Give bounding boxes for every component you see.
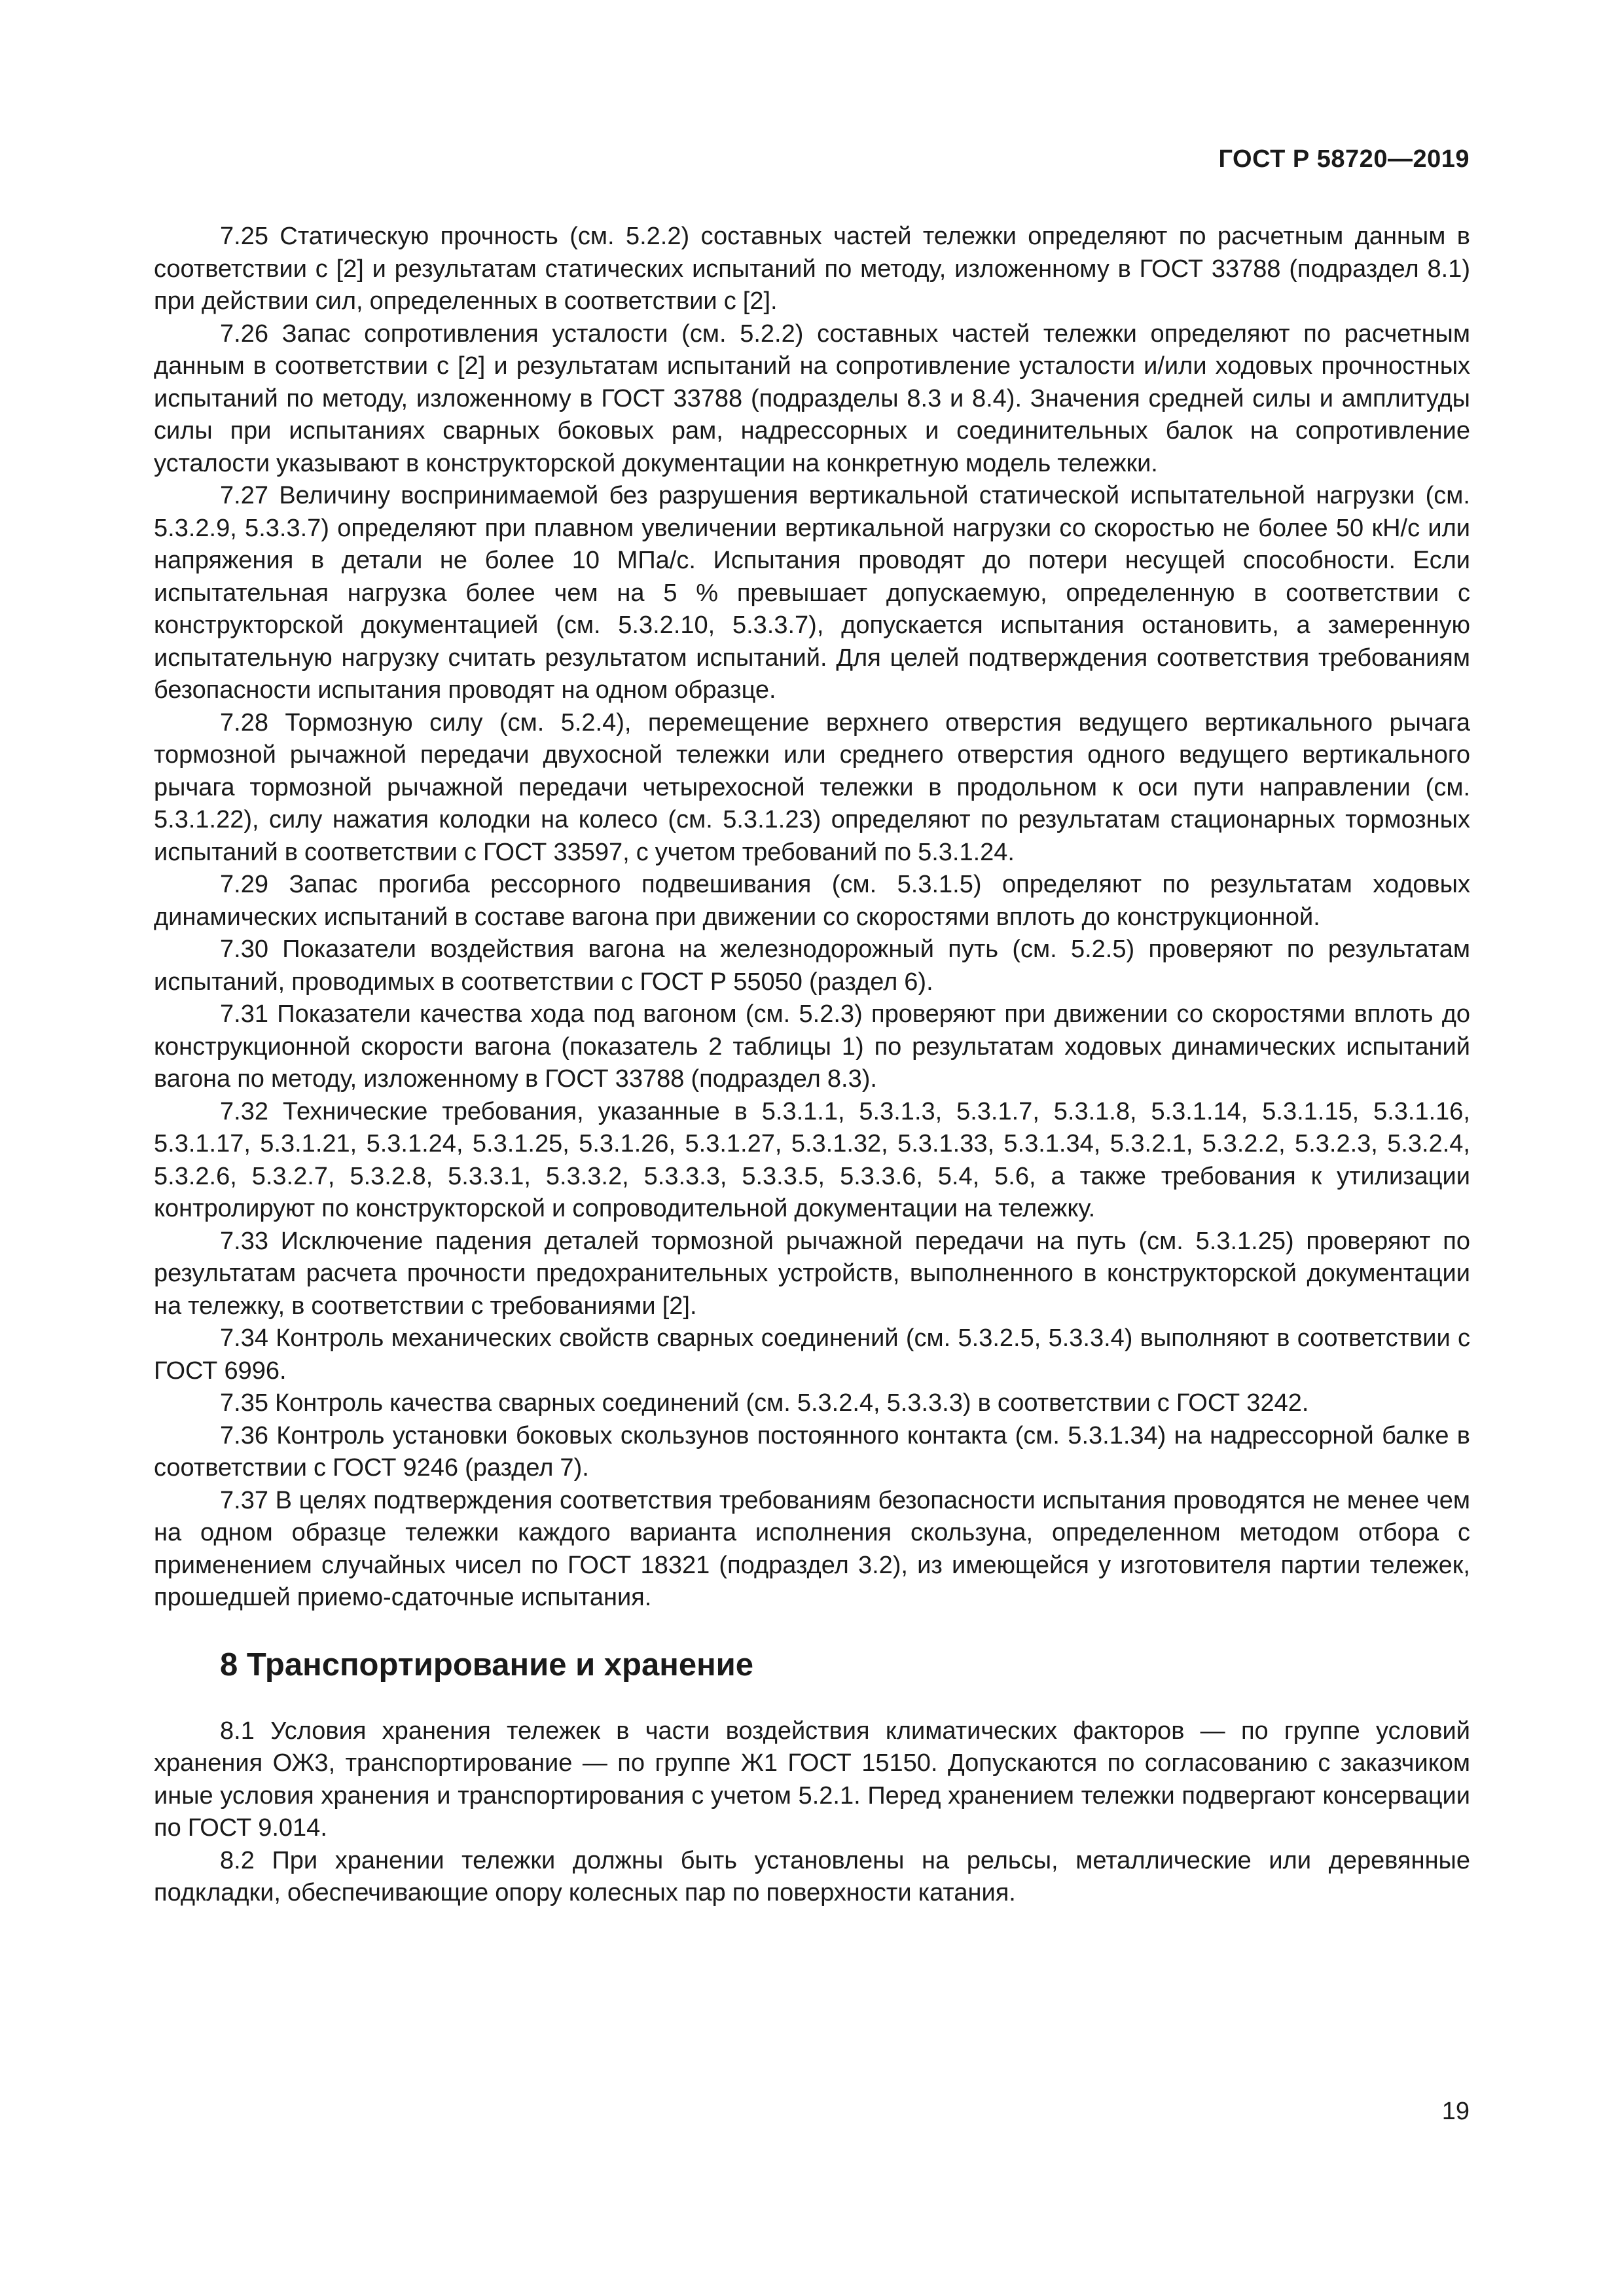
section-8-title: 8 Транспортирование и хранение xyxy=(220,1647,754,1683)
paragraph-8-1: 8.1 Условия хранения тележек в части воздействия климатических факторов — по группе условий хранения ОЖ3, транспортирование — по группе Ж1 ГОСТ 15150. Допускаются по согласованию с заказчиком иные условия хранения и транспортирования с учетом 5.2.1. Перед хранением тележки подвергают консервации по ГОСТ 9.014. xyxy=(154,1717,1470,1842)
paragraph-7-36: 7.36 Контроль установки боковых скользунов постоянного контакта (см. 5.3.1.34) на надрессорной балке в соответствии с ГОСТ 9246 (раздел 7). xyxy=(154,1421,1470,1482)
paragraph-7-34: 7.34 Контроль механических свойств сварных соединений (см. 5.3.2.5, 5.3.3.4) выполняют в соответствии с ГОСТ 6996. xyxy=(154,1324,1470,1385)
paragraph-7-33: 7.33 Исключение падения деталей тормозной рычажной передачи на путь (см. 5.3.1.25) проверяют по результатам расчета прочности предохранительных устройств, выполненного в конструкторской документации на тележку, в соответствии с требованиями [2]. xyxy=(154,1227,1470,1320)
paragraph-7-30: 7.30 Показатели воздействия вагона на железнодорожный путь (см. 5.2.5) проверяют по результатам испытаний, проводимых в соответствии с ГОСТ Р 55050 (раздел 6). xyxy=(154,936,1470,996)
document-body xyxy=(154,221,1470,1910)
standard-code-header: ГОСТ Р 58720—2019 xyxy=(1218,145,1470,173)
paragraph-7-28: 7.28 Тормозную силу (см. 5.2.4), перемещение верхнего отверстия ведущего вертикального рычага тормозной рычажной передачи двухосной тележки или среднего отверстия одного ведущего вертикального рычага тормозной рычажной передачи четырехосной тележки в продольном к оси пути направлении (см. 5.3.1.22), силу нажатия колодки на колесо (см. 5.3.1.23) определяют по результатам стационарных тормозных испытаний в соответствии с ГОСТ 33597, с учетом требований по 5.3.1.24. xyxy=(154,708,1470,866)
paragraph-7-37: 7.37 В целях подтверждения соответствия требованиям безопасности испытания проводятся не менее чем на одном образце тележки каждого варианта исполнения скользуна, определенном методом отбора с применением случайных чисел по ГОСТ 18321 (подраздел 3.2), из имеющейся у изготовителя партии тележек, прошедшей приемо-сдаточные испытания. xyxy=(154,1486,1470,1611)
paragraph-7-25: 7.25 Статическую прочность (см. 5.2.2) составных частей тележки определяют по расчетным данным в соответствии с [2] и результатам статических испытаний по методу, изложенному в ГОСТ 33788 (подраздел 8.1) при действии сил, определенных в соответствии с [2]. xyxy=(154,223,1470,315)
paragraph-7-29: 7.29 Запас прогиба рессорного подвешивания (см. 5.3.1.5) определяют по результатам ходовых динамических испытаний в составе вагона при движении со скоростями вплоть до конструкционной. xyxy=(154,871,1470,931)
paragraph-7-35: 7.35 Контроль качества сварных соединений (см. 5.3.2.4, 5.3.3.3) в соответствии с ГОСТ 3242. xyxy=(220,1389,1309,1417)
paragraph-8-2: 8.2 При хранении тележки должны быть установлены на рельсы, металлические или деревянные подкладки, обеспечивающие опору колесных пар по поверхности катания. xyxy=(154,1846,1470,1906)
paragraph-7-27: 7.27 Величину воспринимаемой без разрушения вертикальной статической испытательной нагрузки (см. 5.3.2.9, 5.3.3.7) определяют при плавном увеличении вертикальной нагрузки со скоростью не более 50 кН/с или напряжения в детали не более 10 МПа/с. Испытания проводят до потери несущей способности. Если испытательная нагрузка более чем на 5 % превышает допускаемую, определенную в соответствии с конструкторской документацией (см. 5.3.2.10, 5.3.3.7), допускается испытания остановить, а замеренную испытательную нагрузку считать результатом испытаний. Для целей подтверждения соответствия требованиям безопасности испытания проводят на одном образце. xyxy=(154,482,1470,704)
paragraph-7-32: 7.32 Технические требования, указанные в 5.3.1.1, 5.3.1.3, 5.3.1.7, 5.3.1.8, 5.3.1.14, 5.3.1.15, 5.3.1.16, 5.3.1.17, 5.3.1.21, 5.3.1.24, 5.3.1.25, 5.3.1.26, 5.3.1.27, 5.3.1.32, 5.3.1.33, 5.3.1.34, 5.3.2.1, 5.3.2.2, 5.3.2.3, 5.3.2.4, 5.3.2.6, 5.3.2.7, 5.3.2.8, 5.3.3.1, 5.3.3.2, 5.3.3.3, 5.3.3.5, 5.3.3.6, 5.4, 5.6, а также требования к утилизации контролируют по конструкторской и сопроводительной документации на тележку. xyxy=(154,1097,1470,1222)
page-number: 19 xyxy=(1441,2098,1470,2125)
paragraph-7-26: 7.26 Запас сопротивления усталости (см. 5.2.2) составных частей тележки определяют по расчетным данным в соответствии с [2] и результатам испытаний на сопротивление усталости и/или ходовых прочностных испытаний по методу, изложенному в ГОСТ 33788 (подразделы 8.3 и 8.4). Значения средней силы и амплитуды силы при испытаниях сварных боковых рам, надрессорных и соединительных балок на сопротивление усталости указывают в конструкторской документации на конкретную модель тележки. xyxy=(154,319,1470,477)
paragraph-7-31: 7.31 Показатели качества хода под вагоном (см. 5.2.3) проверяют при движении со скоростями вплоть до конструкционной скорости вагона (показатель 2 таблицы 1) по результатам ходовых динамических испытаний вагона по методу, изложенному в ГОСТ 33788 (подраздел 8.3). xyxy=(154,1000,1470,1093)
